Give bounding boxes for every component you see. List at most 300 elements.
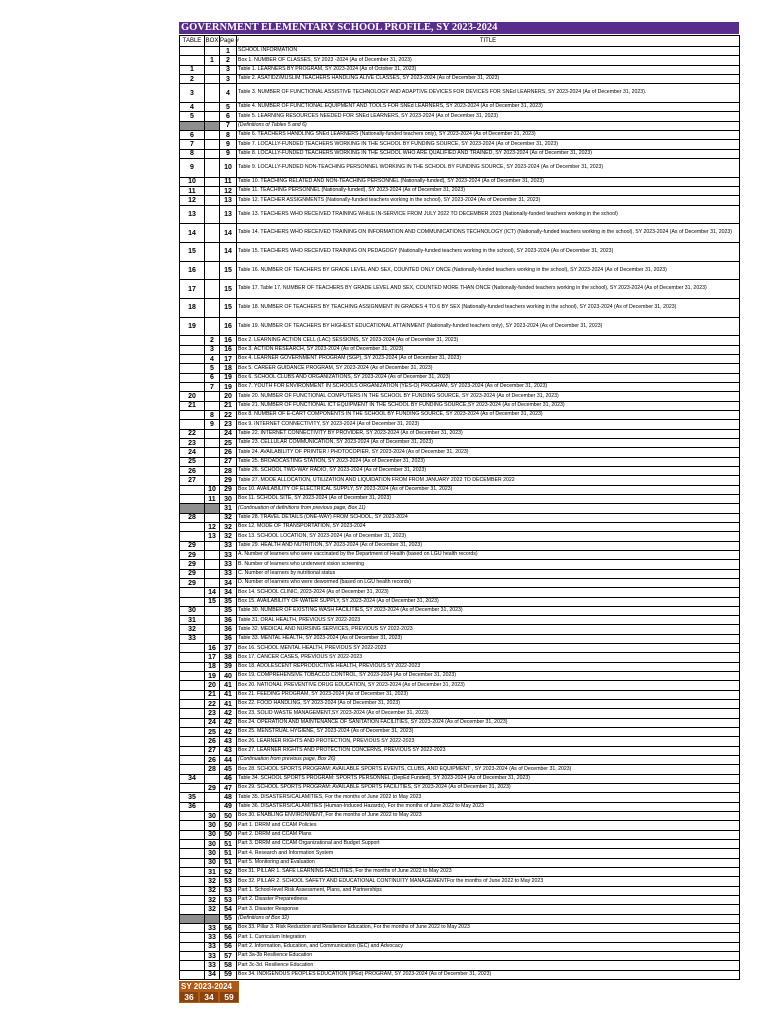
box-number-cell [205,121,220,130]
page-number-cell: 9 [220,140,237,149]
page-number-cell: 19 [220,373,237,382]
title-cell: Box 11. SCHOOL SITE, SY 2023-2024 (As of December 31, 2023) [237,494,740,503]
table-number-cell: 29 [180,560,205,569]
page-number-cell: 26 [220,448,237,457]
table-row [180,74,740,83]
table-row [180,858,740,867]
title-cell: Box 26. LEARNER RIGHTS AND PROTECTION, PREVIOUS SY 2022-2023 [237,737,740,746]
box-number-cell [205,625,220,634]
title-cell: Part 1. Curriculum Integration [237,933,740,942]
table-row [180,550,740,559]
table-number-cell: 26 [180,466,205,475]
title-cell: Table 1. LEARNERS BY PROGRAM, SY 2023-2024 (As of October 31, 2023) [237,65,740,74]
table-number-cell: 9 [180,158,205,177]
page-number-cell: 18 [220,364,237,373]
title-cell: Box 19. COMPREHENSIVE TOBACCO CONTROL, SY 2023-2024 (As of December 31, 2023) [237,672,740,681]
table-row [180,112,740,121]
page-number-cell: 32 [220,532,237,541]
table-number-cell: 10 [180,177,205,186]
table-number-cell [180,961,205,970]
table-row [180,56,740,65]
box-number-cell [205,466,220,475]
box-number-cell: 20 [205,681,220,690]
title-cell: Box 23. SOLID WASTE MANAGEMENT,SY 2023-2024 (As of December 31, 2023) [237,709,740,718]
footer-counts [179,992,239,1003]
page-number-cell: 57 [220,951,237,960]
title-cell: Box 20. NATIONAL PREVENTIVE DRUG EDUCATION, SY 2023-2024 (As of December 31, 2023) [237,681,740,690]
table-number-cell: 1 [180,65,205,74]
table-number-cell: 22 [180,429,205,438]
table-row [180,476,740,485]
page-number-cell: 52 [220,868,237,877]
column-header-table: TABLE [180,36,205,47]
title-cell: Table 33. MENTAL HEALTH, SY 2023-2024 (As of December 31, 2023) [237,634,740,643]
total-pages: 59 [220,992,238,1002]
table-number-cell [180,672,205,681]
table-row [180,774,740,783]
page-number-cell: 29 [220,485,237,494]
title-cell: Box 22. FOOD HANDLING, SY 2023-2024 (As of December 31, 2023) [237,700,740,709]
total-boxes: 34 [200,992,218,1002]
box-number-cell: 32 [205,905,220,914]
table-number-cell [180,644,205,653]
page-number-cell: 42 [220,709,237,718]
page-number-cell: 42 [220,718,237,727]
table-row [180,970,740,979]
box-number-cell [205,224,220,243]
box-number-cell [205,606,220,615]
box-number-cell: 30 [205,830,220,839]
box-number-cell: 34 [205,970,220,979]
table-number-cell [180,410,205,419]
table-number-cell: 36 [180,802,205,811]
title-cell: Box 34. INDIGENOUS PEOPLES EDUCATION (IPEd) PROGRAM, SY 2023-2024 (As of December 31, 2023) [237,970,740,979]
table-number-cell [180,784,205,793]
box-number-cell [205,541,220,550]
table-row [180,756,740,765]
box-number-cell [205,560,220,569]
box-number-cell [205,802,220,811]
page-number-cell: 34 [220,578,237,587]
table-row [180,886,740,895]
box-number-cell: 33 [205,933,220,942]
box-number-cell: 32 [205,896,220,905]
page-number-cell: 32 [220,522,237,531]
table-number-cell [180,485,205,494]
title-cell: Table 29. HEALTH AND NUTRITION, SY 2023-2024 (As of December 31, 2023) [237,541,740,550]
box-number-cell: 7 [205,382,220,391]
table-number-cell [180,420,205,429]
title-cell: Table 30. NUMBER OF EXISTING WASH FACILITIES, SY 2023-2024 (As of December 31, 2023) [237,606,740,615]
title-cell: Table 32. MEDICAL AND NURSING SERVICES, PREVIOUS SY 2022-2023 [237,625,740,634]
box-number-cell [205,130,220,139]
box-number-cell [205,550,220,559]
box-number-cell: 16 [205,644,220,653]
box-number-cell: 30 [205,858,220,867]
page-number-cell: 58 [220,961,237,970]
page-number-cell: 33 [220,569,237,578]
title-cell: Box 17. CANCER CASES, PREVIOUS SY 2022-2023 [237,653,740,662]
title-cell: Table 25. BROADCASTING STATION, SY 2023-2024 (As of December 31, 2023) [237,457,740,466]
column-header-page: Page # [220,36,237,47]
table-row [180,364,740,373]
page-number-cell: 10 [220,158,237,177]
page-number-cell: 13 [220,196,237,205]
table-number-cell: 25 [180,457,205,466]
title-cell: Box 13. SCHOOL LOCATION, SY 2023-2024 (As of December 31, 2023) [237,532,740,541]
box-number-cell: 28 [205,765,220,774]
page-number-cell: 41 [220,681,237,690]
page-number-cell: 28 [220,466,237,475]
page-title: GOVERNMENT ELEMENTARY SCHOOL PROFILE, SY 2023-2024 [179,22,739,34]
table-row [180,429,740,438]
table-number-cell: 4 [180,102,205,111]
box-number-cell: 6 [205,373,220,382]
page-number-cell: 15 [220,280,237,299]
box-number-cell: 31 [205,868,220,877]
table-number-cell [180,56,205,65]
table-row [180,224,740,243]
title-cell: Box 33. Pillar 3. Risk Reduction and Resilience Education, For the months of June 2022 to May 2023 [237,923,740,932]
page-number-cell: 41 [220,700,237,709]
table-row [180,961,740,970]
box-number-cell [205,504,220,513]
page-number-cell: 3 [220,74,237,83]
title-cell: Box 15. AVAILABILITY OF WATER SUPPLY, SY 2023-2024 (As of December 31, 2023) [237,597,740,606]
title-cell: Table 31. ORAL HEALTH, PREVIOUS SY 2022-2023 [237,616,740,625]
title-cell: Box 9. INTERNET CONNECTIVITY, SY 2023-2024 (As of December 31, 2023) [237,420,740,429]
page-number-cell: 41 [220,690,237,699]
box-number-cell [205,774,220,783]
box-number-cell: 33 [205,942,220,951]
page-number-cell: 5 [220,102,237,111]
page-number-cell: 34 [220,588,237,597]
table-row [180,840,740,849]
page-number-cell: 49 [220,802,237,811]
box-number-cell [205,65,220,74]
page-number-cell: 7 [220,121,237,130]
table-row [180,896,740,905]
table-row [180,317,740,336]
table-number-cell: 21 [180,401,205,410]
table-row [180,102,740,111]
table-row [180,849,740,858]
title-cell: Table 24. AVAILABILITY OF PRINTER / PHOTOCOPIER, SY 2023-2024 (As of December 31, 2023) [237,448,740,457]
table-number-cell: 18 [180,298,205,317]
column-header-box: BOX [205,36,220,47]
box-number-cell [205,429,220,438]
column-header-title: TITLE [237,36,740,47]
box-number-cell [205,149,220,158]
table-row [180,606,740,615]
table-row [180,158,740,177]
box-number-cell: 12 [205,522,220,531]
table-number-cell [180,504,205,513]
table-number-cell [180,47,205,56]
table-number-cell [180,364,205,373]
table-row [180,47,740,56]
page-number-cell: 53 [220,877,237,886]
page-number-cell: 14 [220,242,237,261]
table-row [180,784,740,793]
page-number-cell: 33 [220,560,237,569]
page-number-cell: 50 [220,821,237,830]
page-number-cell: 22 [220,410,237,419]
page-number-cell: 43 [220,737,237,746]
title-cell: Part 3a-3b Resilience Education [237,951,740,960]
title-cell: Table 14. TEACHERS WHO RECEIVED TRAINING ON INFORMATION AND COMMUNICATIONS TECHNOLOGY (ICT) (Nationally-funded teachers working in the school), SY 2023-2024 (As of December 31, 2023) [237,224,740,243]
table-row [180,448,740,457]
table-row [180,793,740,802]
table-row [180,616,740,625]
table-row [180,765,740,774]
table-number-cell [180,690,205,699]
table-number-cell: 29 [180,569,205,578]
box-number-cell: 32 [205,886,220,895]
table-row [180,923,740,932]
table-row [180,485,740,494]
table-number-cell: 34 [180,774,205,783]
page-number-cell: 47 [220,784,237,793]
table-row [180,569,740,578]
table-number-cell: 17 [180,280,205,299]
box-number-cell: 5 [205,364,220,373]
page-number-cell: 11 [220,177,237,186]
page-number-cell: 46 [220,774,237,783]
table-row [180,140,740,149]
box-number-cell: 33 [205,951,220,960]
title-cell: Table 12. TEACHER ASSIGNMENTS (Nationally-funded teachers working in the school), SY 2023-2024 (As of December 31, 2023) [237,196,740,205]
page-number-cell: 36 [220,625,237,634]
table-number-cell: 28 [180,513,205,522]
page-number-cell: 30 [220,494,237,503]
table-row [180,121,740,130]
title-cell: Box 12. MODE OF TRANSPORTATION, SY 2023-2024 [237,522,740,531]
table-number-cell [180,933,205,942]
box-number-cell [205,47,220,56]
title-cell: Part 3c-3d. Resilience Education [237,961,740,970]
table-number-cell [180,868,205,877]
box-number-cell [205,569,220,578]
table-row [180,625,740,634]
table-number-cell: 23 [180,438,205,447]
table-number-cell: 24 [180,448,205,457]
page-number-cell: 50 [220,812,237,821]
title-cell: Box 24. OPERATION AND MAINTENANCE OF SANITATION FACILITIES, SY 2023-2024 (As of December 31, 2023) [237,718,740,727]
title-cell: Part 3. DRRM and CCAM Organizational and Budget Support [237,840,740,849]
title-cell: Table 6. TEACHERS HANDLING SNEd LEARNERS (Nationally-funded teachers only), SY 2023-2024 (As of December 31, 2023) [237,130,740,139]
table-number-cell [180,896,205,905]
table-row [180,345,740,354]
box-number-cell: 9 [205,420,220,429]
table-number-cell: 32 [180,625,205,634]
box-number-cell [205,914,220,923]
box-number-cell: 30 [205,849,220,858]
box-number-cell: 26 [205,756,220,765]
table-row [180,420,740,429]
table-row [180,681,740,690]
table-body [180,47,740,980]
table-number-cell: 12 [180,196,205,205]
title-cell: Table 2. ASATIDZ/MUSLIM TEACHERS HANDLING ALIVE CLASSES, SY 2023-2024 (As of December 31, 2023) [237,74,740,83]
table-number-cell [180,345,205,354]
table-row [180,597,740,606]
page-number-cell: 40 [220,672,237,681]
table-number-cell [180,830,205,839]
title-cell: Box 21. FEEDING PROGRAM, SY 2023-2024 (As of December 31, 2023) [237,690,740,699]
box-number-cell [205,261,220,280]
page-number-cell: 23 [220,420,237,429]
title-cell: (Continuation from previous page, Box 26) [237,756,740,765]
table-number-cell [180,597,205,606]
page-number-cell: 6 [220,112,237,121]
header-row [180,36,740,47]
table-number-cell [180,588,205,597]
box-number-cell: 30 [205,812,220,821]
table-row [180,130,740,139]
box-number-cell [205,242,220,261]
table-row [180,737,740,746]
title-cell: Box 8. NUMBER OF E-CART COMPONENTS IN THE SCHOOL BY FUNDING SOURCE, SY 2023-2024 (As of December 31, 2023) [237,410,740,419]
title-cell: SCHOOL INFORMATION [237,47,740,56]
table-number-cell [180,532,205,541]
table-number-cell [180,728,205,737]
table-row [180,513,740,522]
page-number-cell: 15 [220,261,237,280]
title-cell: Part 4. Research and Information System [237,849,740,858]
box-number-cell: 30 [205,840,220,849]
table-number-cell: 31 [180,616,205,625]
page-number-cell: 53 [220,886,237,895]
table-number-cell: 20 [180,392,205,401]
table-row [180,373,740,382]
table-number-cell: 29 [180,550,205,559]
table-row [180,261,740,280]
table-row [180,177,740,186]
title-cell: A. Number of learners who were vaccinated by the Department of Health (based on LGU health records) [237,550,740,559]
title-cell: Part 3. Disaster Response [237,905,740,914]
box-number-cell: 19 [205,672,220,681]
table-number-cell: 11 [180,186,205,195]
box-number-cell [205,140,220,149]
title-cell: Part 2. DRRM and CCAM Plans [237,830,740,839]
box-number-cell [205,186,220,195]
title-cell: Table 9. LOCALLY-FUNDED NON-TEACHING PERSONNEL WORKING IN THE SCHOOL BY FUNDING SOURCE, SY 2023-2024 (As of December 31, 2023) [237,158,740,177]
title-cell: Box 4. LEARNER GOVERNMENT PROGRAM (SGP), SY 2023-2024 (As of December 31, 2023) [237,354,740,363]
table-row [180,830,740,839]
page-number-cell: 1 [220,47,237,56]
table-row [180,821,740,830]
table-number-cell [180,121,205,130]
page-number-cell: 51 [220,849,237,858]
title-cell: Table 18. NUMBER OF TEACHERS BY TEACHING ASSIGNMENT IN GRADES 4 TO 6 BY SEX (Nationally-funded teachers working in the school), SY 2023-2024 (As of December 31, 2023) [237,298,740,317]
page-number-cell: 59 [220,970,237,979]
page-number-cell: 24 [220,429,237,438]
table-number-cell: 19 [180,317,205,336]
title-cell: Box 14. SCHOOL CLINIC, 2023-2024 (As of December 31, 2023) [237,588,740,597]
box-number-cell [205,634,220,643]
title-cell: Table 35. DISASTERS/CALAMITIES, For the months of June 2022 to May 2023 [237,793,740,802]
summary-footer [179,981,239,1003]
box-number-cell [205,616,220,625]
box-number-cell: 30 [205,821,220,830]
page-number-cell: 50 [220,830,237,839]
box-number-cell: 4 [205,354,220,363]
page-number-cell: 39 [220,662,237,671]
page-number-cell: 51 [220,858,237,867]
box-number-cell: 3 [205,345,220,354]
box-number-cell [205,401,220,410]
page-number-cell: 51 [220,840,237,849]
page-number-cell: 29 [220,476,237,485]
box-number-cell: 8 [205,410,220,419]
title-cell: Table 7. LOCALLY-FUNDED TEACHERS WORKING IN THE SCHOOL BY FUNDING SOURCE, SY 2023-2024 (As of December 31, 2023) [237,140,740,149]
title-cell: Box 7. YOUTH FOR ENVIRONMENT IN SCHOOLS ORGANIZATION (YES-O) PROGRAM, SY 2023-2024 (As of December 31, 2023) [237,382,740,391]
title-cell: (Continuation of definitions from previous page, Box 11) [237,504,740,513]
table-number-cell [180,373,205,382]
box-number-cell [205,177,220,186]
box-number-cell [205,196,220,205]
table-number-cell [180,382,205,391]
page-number-cell: 32 [220,513,237,522]
table-number-cell: 35 [180,793,205,802]
title-cell: Table 23. CELLULAR COMMUNICATION, SY 2023-2024 (As of December 31, 2023) [237,438,740,447]
table-row [180,868,740,877]
title-cell: B. Number of learners who underwent vision screening [237,560,740,569]
page-number-cell: 27 [220,457,237,466]
title-cell: Table 5. LEARNING RESOURCES NEEDED FOR SNEd LEARNERS, SY 2023-2024 (As of December 31, 2023) [237,112,740,121]
title-cell: Box 6. SCHOOL CLUBS AND ORGANIZATIONS, SY 2023-2024 (As of December 31, 2023) [237,373,740,382]
table-row [180,466,740,475]
table-number-cell: 14 [180,224,205,243]
title-cell: Box 5. CAREER GUIDANCE PROGRAM, SY 2023-2024 (As of December 31, 2023) [237,364,740,373]
page-number-cell: 36 [220,634,237,643]
title-cell: C. Number of learners by nutritional status [237,569,740,578]
table-row [180,728,740,737]
title-cell: Box 2. LEARNING ACTION CELL (LAC) SESSIONS, SY 2023-2024 (As of December 31, 2023) [237,336,740,345]
title-cell: Box 27. LEARNER RIGHTS AND PROTECTION CONCERNS, PREVIOUS SY 2022-2023 [237,746,740,755]
table-row [180,494,740,503]
page-number-cell: 9 [220,149,237,158]
page-number-cell: 8 [220,130,237,139]
table-row [180,401,740,410]
box-number-cell [205,457,220,466]
table-number-cell [180,812,205,821]
table-row [180,84,740,103]
page-number-cell: 31 [220,504,237,513]
table-number-cell [180,354,205,363]
title-cell: Table 21. NUMBER OF FUNCTIONAL ICT EQUIPMENT IN THE SCHOOL BY FUNDING SOURCE,SY 2023-2024 (As of December 31, 2023) [237,401,740,410]
table-number-cell [180,718,205,727]
box-number-cell [205,438,220,447]
box-number-cell [205,280,220,299]
table-number-cell [180,737,205,746]
table-row [180,690,740,699]
title-cell: Box 18. ADOLESCENT REPRODUCTIVE HEALTH, PREVIOUS SY 2022-2023 [237,662,740,671]
table-row [180,438,740,447]
table-row [180,877,740,886]
box-number-cell: 24 [205,718,220,727]
page-number-cell: 45 [220,765,237,774]
table-row [180,298,740,317]
title-cell: D. Number of learners who were dewormed (based on LGU health records) [237,578,740,587]
page-number-cell: 13 [220,205,237,224]
title-cell: Box 30. ENABLING ENVIRONMENT, For the months of June 2022 to May 2023 [237,812,740,821]
box-number-cell: 33 [205,961,220,970]
total-tables: 36 [180,992,198,1002]
box-number-cell: 17 [205,653,220,662]
box-number-cell: 26 [205,737,220,746]
